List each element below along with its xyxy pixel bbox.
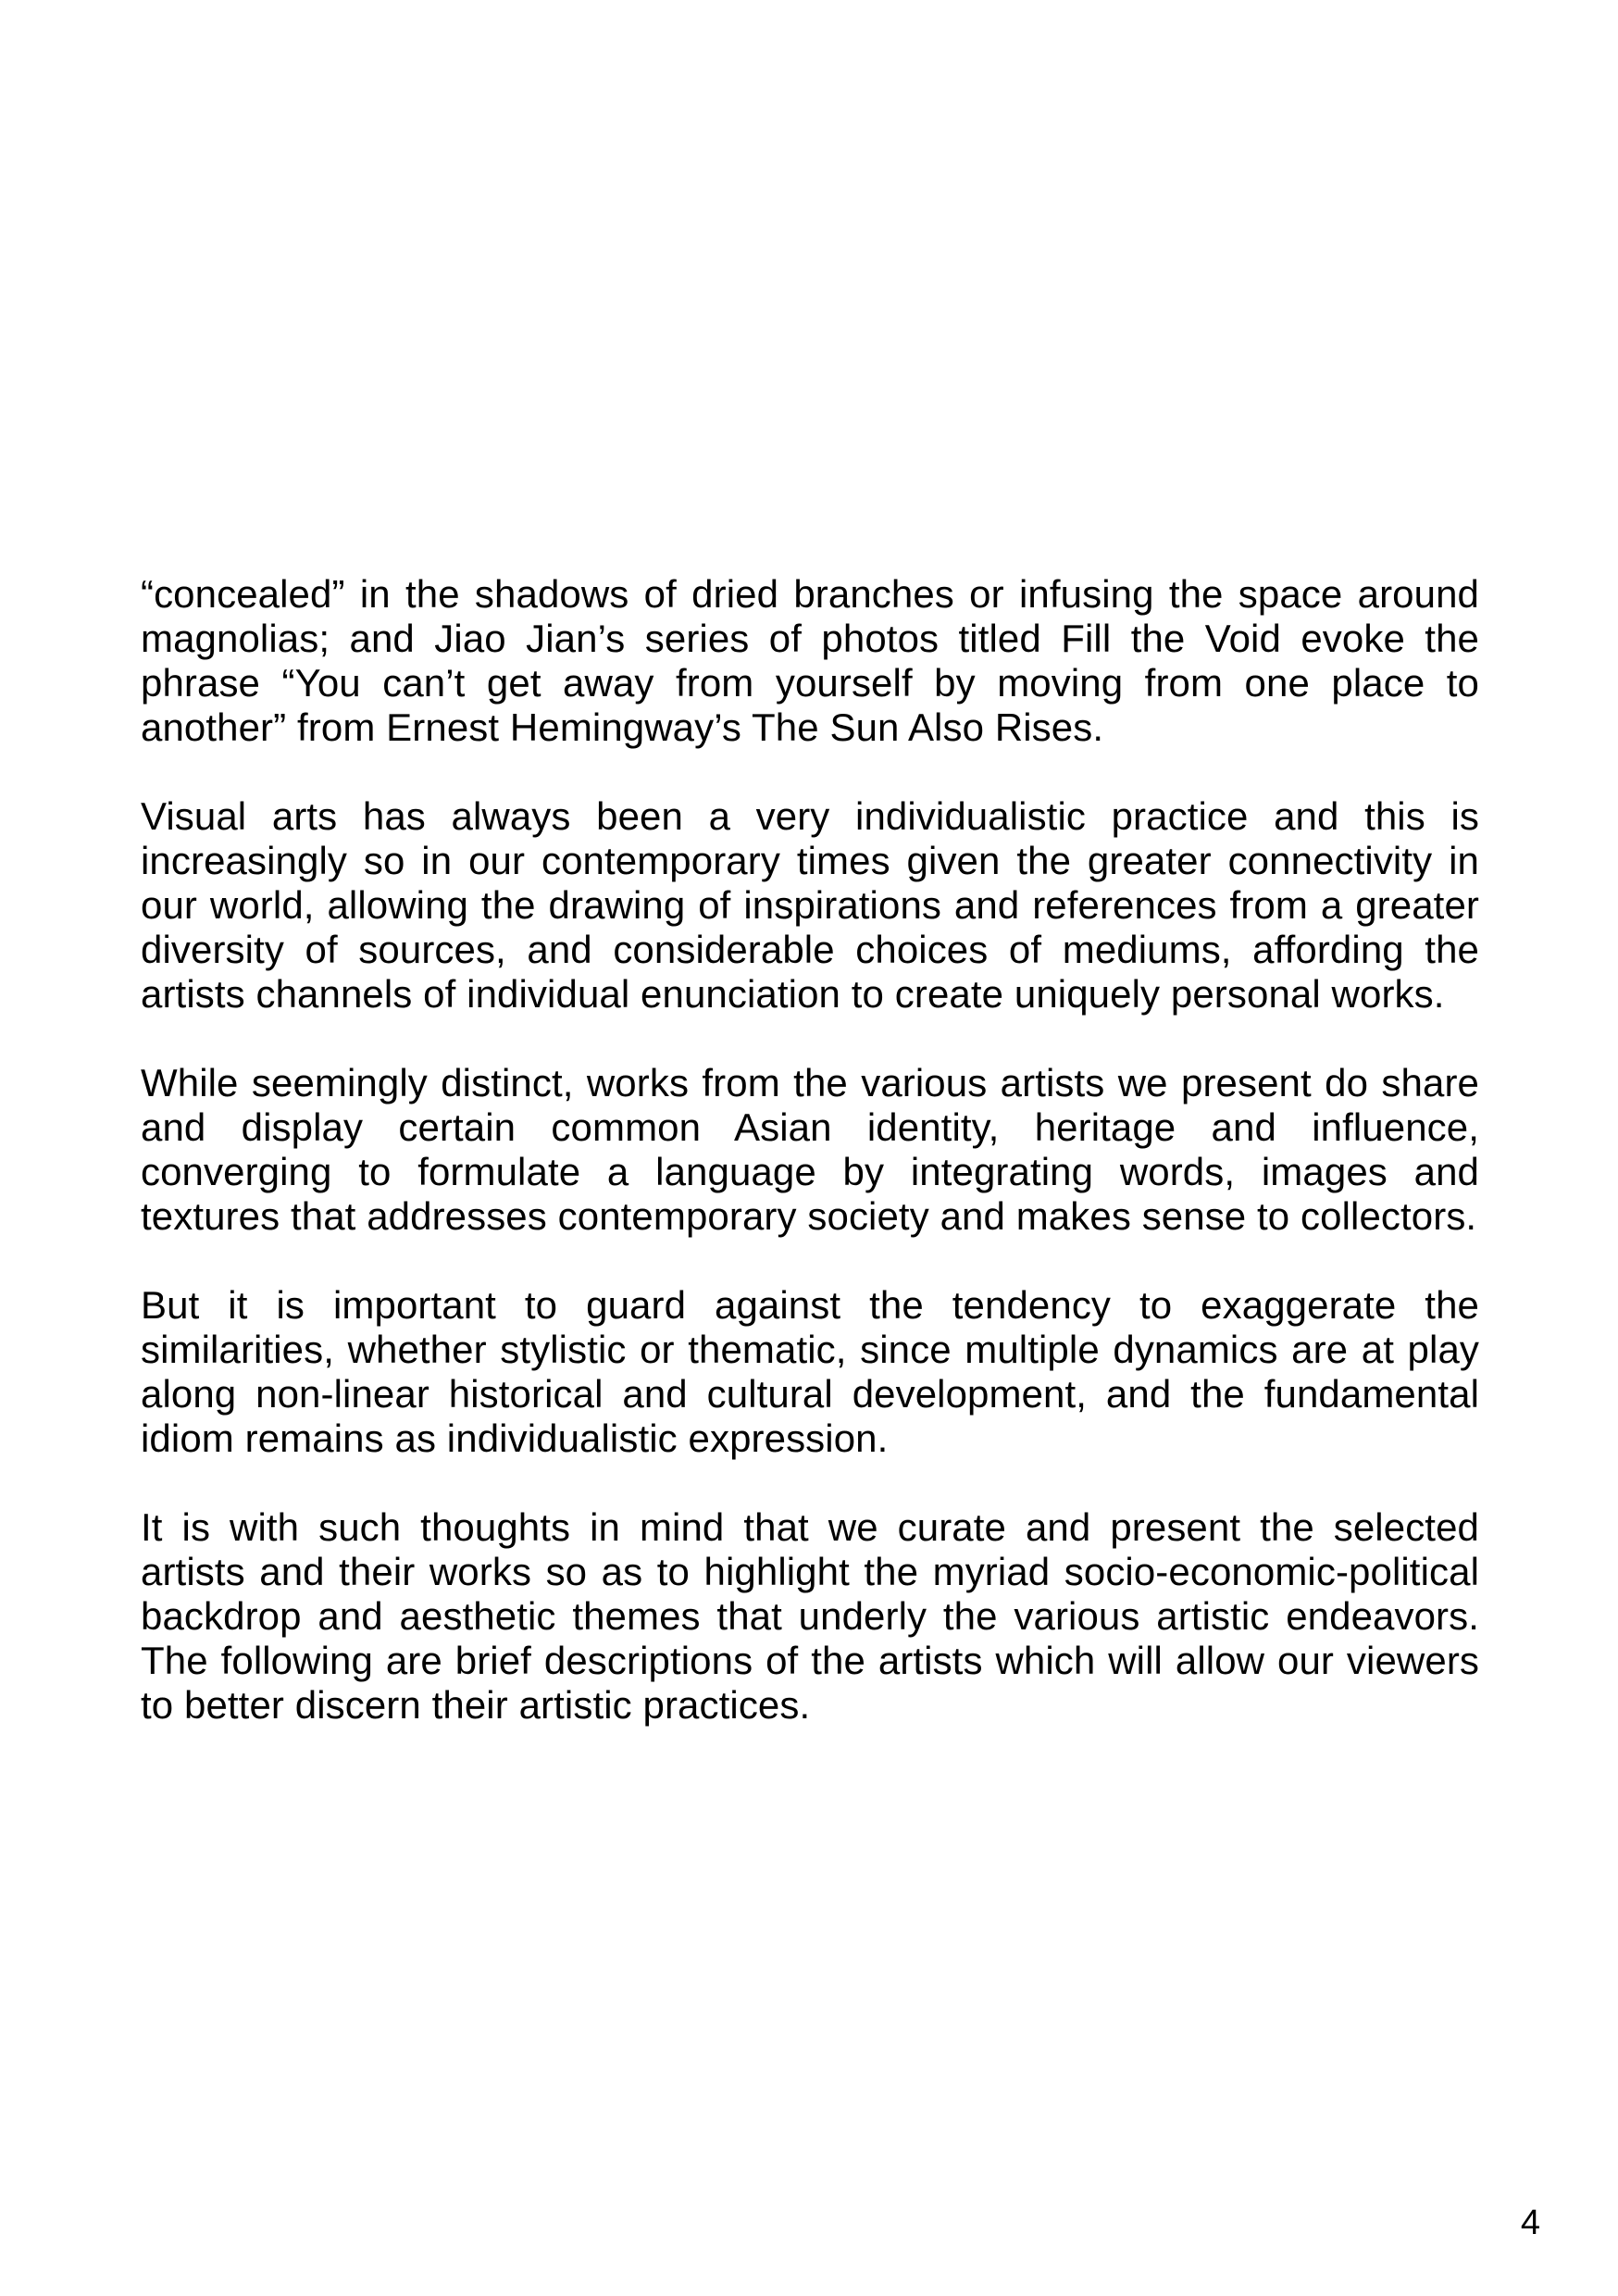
paragraph: While seemingly distinct, works from the various artists we present do share and display certain common Asian identity, heritage and influence, converging to formulate a language by integrating words, images and textures that addresses contemporary society and makes sense to collectors. xyxy=(141,1061,1479,1238)
paragraph: Visual arts has always been a very individualistic practice and this is increasingly so in our contemporary times given the greater connectivity in our world, allowing the drawing of inspirations and references from a greater diversity of sources, and considerable choices of mediums, affording the artists channels of individual enunciation to create uniquely personal works. xyxy=(141,794,1479,1016)
text-block xyxy=(141,572,1479,1728)
page-number: 4 xyxy=(1520,2203,1540,2242)
paragraph: It is with such thoughts in mind that we curate and present the selected artists and their works so as to highlight the myriad socio-economic-political backdrop and aesthetic themes that underly the various artistic endeavors. The following are brief descriptions of the artists which will allow our viewers to better discern their artistic practices. xyxy=(141,1505,1479,1727)
paragraph: But it is important to guard against the tendency to exaggerate the similarities, whether stylistic or thematic, since multiple dynamics are at play along non-linear historical and cultural development, and the fundamental idiom remains as individualistic expression. xyxy=(141,1283,1479,1460)
paragraph: “concealed” in the shadows of dried branches or infusing the space around magnolias; and Jiao Jian’s series of photos titled Fill the Void evoke the phrase “You can’t get away from yourself by moving from one place to another” from Ernest Hemingway’s The Sun Also Rises. xyxy=(141,572,1479,749)
